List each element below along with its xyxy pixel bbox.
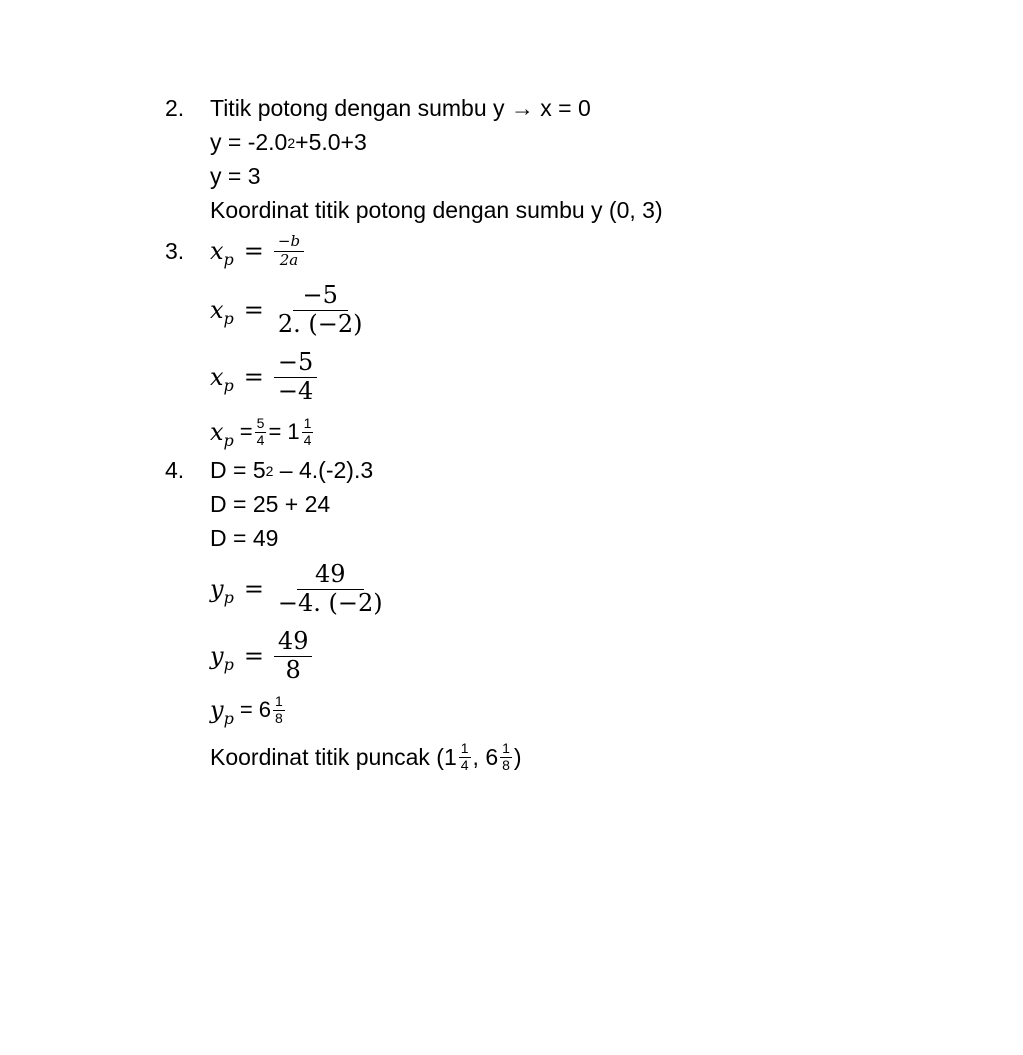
item-2-line-2-pre: y = -2.0 <box>210 129 288 155</box>
yp-symbol: $y_p$ <box>210 696 234 728</box>
item-4-eq-3 <box>210 688 287 732</box>
item-2-line-1: Titik potong dengan sumbu y → x = 0 <box>210 95 591 121</box>
fraction <box>274 233 304 269</box>
item-4-line-2: D = 25 + 24 <box>210 491 331 517</box>
fraction-numerator: −5 <box>293 282 348 311</box>
equals-sign: = <box>243 296 264 324</box>
item-4-line-3: D = 49 <box>210 525 279 551</box>
equals-sign: = <box>243 237 264 265</box>
item-3-eq-1 <box>210 226 304 276</box>
fraction-denominator: 8 <box>275 709 283 726</box>
item-2-line-2 <box>210 128 367 159</box>
fraction-numerator: 49 <box>297 561 364 590</box>
fraction-numerator: −b <box>274 233 304 251</box>
fraction-numerator: 5 <box>256 415 265 432</box>
fraction-denominator: −4. (−2) <box>277 588 383 617</box>
fraction <box>255 416 267 448</box>
item-3-number: 3. <box>165 238 185 264</box>
fraction-numerator: 49 <box>274 628 313 657</box>
fraction-denominator: 2a <box>279 250 299 269</box>
xp-symbol: $x_p$ <box>210 363 234 395</box>
final-line-mid: , 6 <box>472 743 499 770</box>
xp-symbol: $x_p$ <box>210 418 234 450</box>
fraction <box>274 349 317 405</box>
item-4-eq-1 <box>210 556 387 622</box>
equals-sign: = <box>239 419 253 444</box>
fraction-numerator: −5 <box>274 349 317 378</box>
item-2-line-4: Koordinat titik potong dengan sumbu y (0, 3) <box>210 197 663 223</box>
item-3-eq-4 <box>210 410 315 454</box>
final-line-post: ) <box>513 743 522 770</box>
xp-symbol: $x_p$ <box>210 237 234 269</box>
fraction-numerator: 1 <box>303 415 312 432</box>
yp-symbol: $y_p$ <box>210 642 234 674</box>
fraction-numerator: 1 <box>502 740 510 757</box>
fraction <box>274 628 313 684</box>
item-3-eq-2 <box>210 277 367 343</box>
item-4-line-1-post: – 4.(-2).3 <box>273 457 374 483</box>
fraction-numerator: 1 <box>460 740 469 757</box>
xp-symbol: $x_p$ <box>210 296 234 328</box>
mixed-fraction <box>302 416 314 448</box>
equals-sign: = <box>243 642 264 670</box>
fraction <box>274 282 367 338</box>
equals-sign: = <box>243 575 264 603</box>
item-3-eq-3 <box>210 345 317 409</box>
final-fraction-2 <box>500 741 512 773</box>
final-fraction-1 <box>459 741 471 773</box>
yp-symbol: $y_p$ <box>210 575 234 607</box>
item-2-line-2-post: +5.0+3 <box>295 129 367 155</box>
fraction-denominator: −4 <box>277 376 314 405</box>
item-2-line-2-exponent: 2 <box>287 135 296 151</box>
item-2-line-3: y = 3 <box>210 163 261 189</box>
final-line-pre: Koordinat titik puncak (1 <box>210 743 457 770</box>
item-4-line-1-exponent: 2 <box>265 463 274 479</box>
fraction-denominator: 8 <box>285 655 301 684</box>
fraction-denominator: 8 <box>502 756 510 773</box>
fraction-denominator: 4 <box>256 431 265 448</box>
item-4-number: 4. <box>165 457 185 483</box>
item-4-line-1 <box>210 456 373 487</box>
fraction-denominator: 4 <box>303 431 312 448</box>
fraction <box>274 561 387 617</box>
equals-sign: = <box>243 363 264 391</box>
fraction-denominator: 2. (−2) <box>277 309 363 338</box>
mixed-number-prefix: = 1 <box>268 419 300 444</box>
item-4-final-line <box>210 734 522 780</box>
item-4-line-1-pre: D = 5 <box>210 457 266 483</box>
mixed-number-prefix: = 6 <box>239 697 272 722</box>
mixed-fraction <box>273 694 285 726</box>
fraction-numerator: 1 <box>275 693 283 710</box>
item-4-eq-2 <box>210 624 312 688</box>
item-2-number: 2. <box>165 95 185 121</box>
fraction-denominator: 4 <box>460 756 469 773</box>
